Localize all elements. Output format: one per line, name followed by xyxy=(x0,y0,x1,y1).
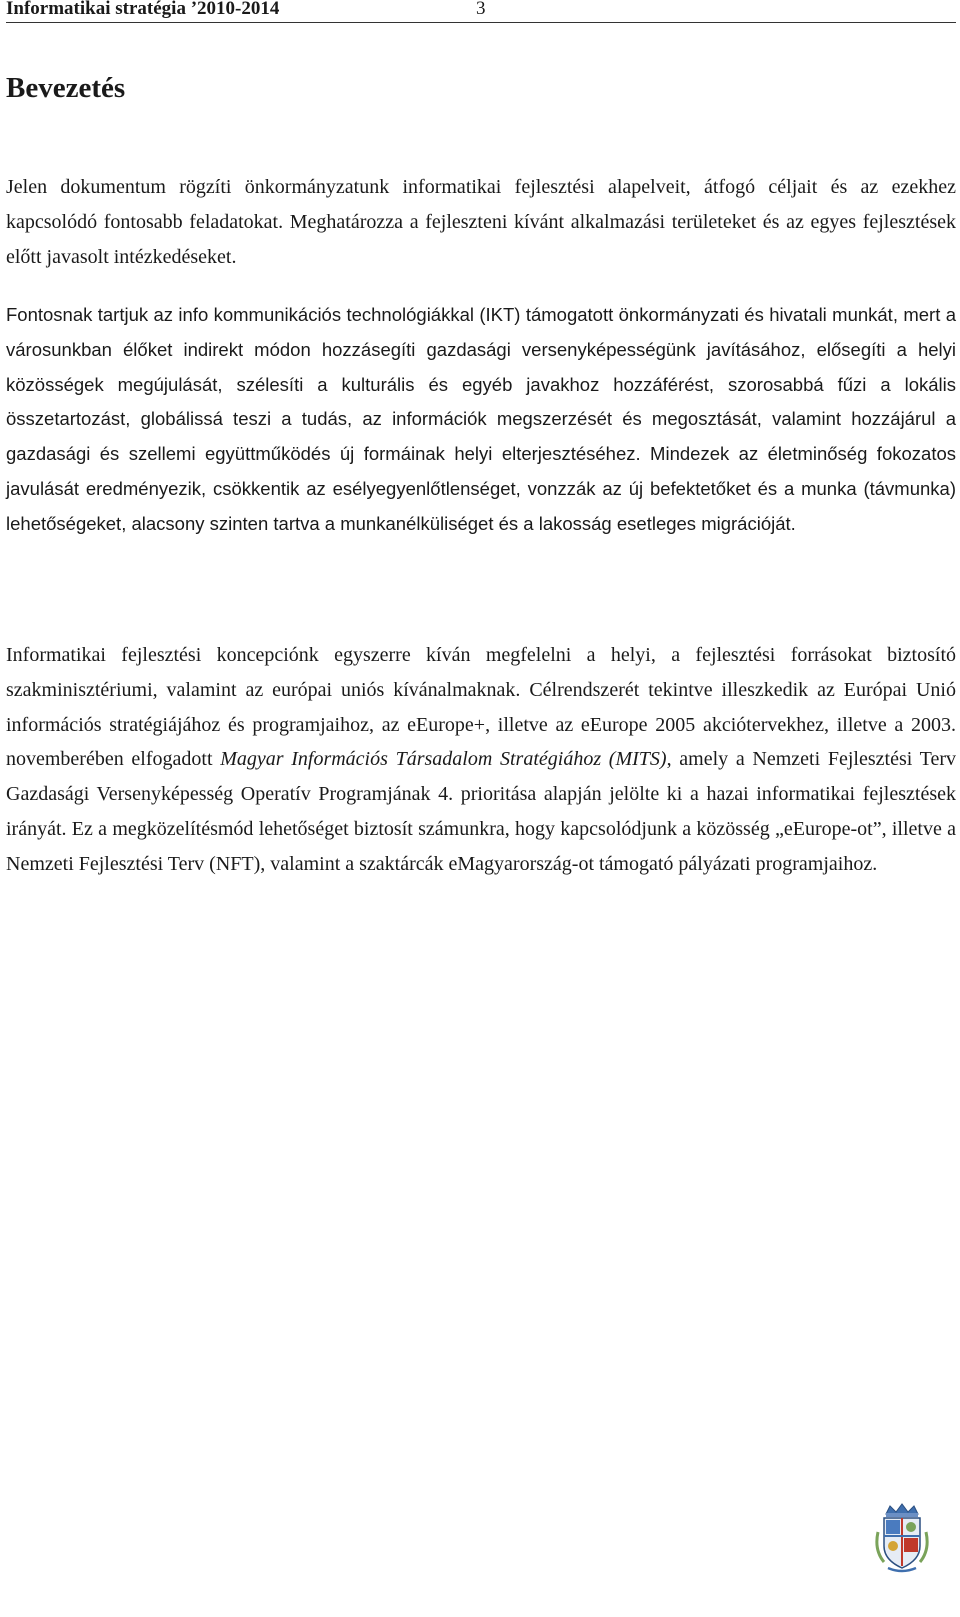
paragraph-concept-part2: , amely a Nemzeti Fejlesztési Terv Gazdasági Versenyképesség Operatív Programjának 4. prioritása alapján jelölte ki a hazai informatikai fejlesztések irányát. Ez a megközelítésmód lehetőséget biztosít számunkra, hogy kapcsolódjunk a közösség „eEurope-ot”, illetve a Nemzeti Fejlesztési Terv (NFT), valamint a szaktárcák eMagyarország-ot támogató pályázati programjaihoz. xyxy=(6,748,956,875)
paragraph-concept-part1: Informatikai fejlesztési koncepciónk egyszerre kíván megfelelni a helyi, a fejlesztési forrásokat biztosító szakminisztériumi, valamint az európai uniós kívánalmaknak. Célrendszerét tekintve illeszkedik az Európai Unió információs stratégiájához és programjaihoz, az eEurope+, illetve az eEurope 2005 akciótervekhez, illetve a 2003. novemberében elfogadott xyxy=(6,644,956,771)
header-title: Informatikai stratégia ’2010-2014 xyxy=(6,0,280,19)
mits-title: Magyar Információs Társadalom Stratégiához (MITS) xyxy=(220,748,667,771)
municipal-coat-of-arms-icon xyxy=(874,1502,930,1574)
section-heading: Bevezetés xyxy=(6,72,126,104)
paragraph-ikt: Fontosnak tartjuk az info kommunikációs technológiákkal (IKT) támogatott önkormányzati és hivatali munkát, mert a városunkban élőket indirekt módon hozzásegíti gazdasági versenyképességünk javításához, elősegíti a helyi közösségek megújulását, szélesíti a kulturális és egyéb javakhoz hozzáférést, szorosabbá fűzi a lokális összetartozást, globálissá teszi a tudás, az információk megszerzését és megosztását, valamint hozzájárul a gazdasági és szellemi együttműködés új formáinak helyi elterjesztéséhez. Mindezek az életminőség fokozatos javulását eredményezik, csökkentik az esélyegyenlőtlenséget, vonzzák az új befektetőket és a munka (távmunka) lehetőségeket, alacsony szinten tartva a munkanélküliséget és a lakosság esetleges migrációját. xyxy=(6,304,956,534)
page-number: 3 xyxy=(476,0,486,19)
paragraph-concept xyxy=(6,638,956,882)
page-header xyxy=(6,0,956,23)
paragraph-intro: Jelen dokumentum rögzíti önkormányzatunk informatikai fejlesztési alapelveit, átfogó céljait és az ezekhez kapcsolódó fontosabb feladatokat. Meghatározza a fejleszteni kívánt alkalmazási területeket és az egyes fejlesztések előtt javasolt intézkedéseket. xyxy=(6,176,956,268)
